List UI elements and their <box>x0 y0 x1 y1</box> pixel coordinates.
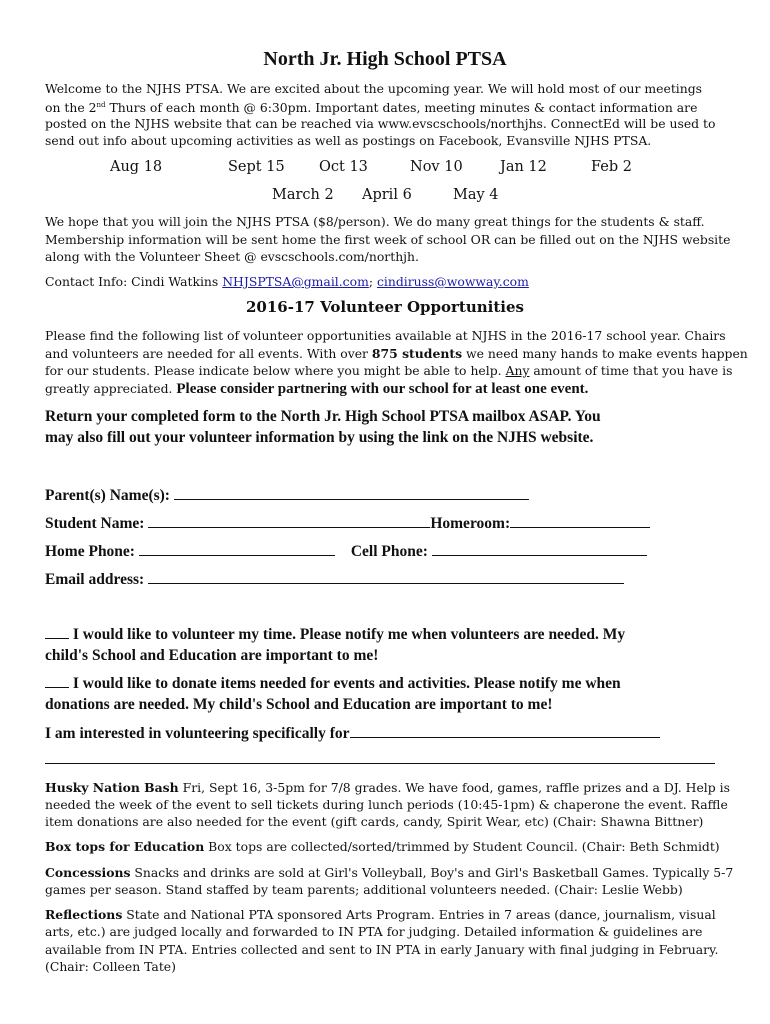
email-blank[interactable] <box>148 568 624 584</box>
contact-label: Contact Info: Cindi Watkins <box>45 274 223 289</box>
contact-info: Contact Info: Cindi Watkins NHJSPTSA@gmail.com; cindiruss@wowway.com <box>45 274 529 289</box>
meeting-date: Nov 10 <box>410 159 463 175</box>
opps-line: greatly appreciated. Please consider partnering with our school for at least one event. <box>45 381 589 397</box>
meeting-date: Oct 13 <box>319 159 368 175</box>
section-subtitle: 2016-17 Volunteer Opportunities <box>246 298 524 316</box>
event-name: Concessions <box>45 865 131 880</box>
event-item-line: needed the week of the event to sell tickets during lunch periods (10:45-1pm) & chaperone the event. Raffle <box>45 797 728 812</box>
phone-fields[interactable]: Home Phone: Cell Phone: <box>45 540 647 561</box>
return-instructions: Return your completed form to the North Jr. High School PTSA mailbox ASAP. You <box>45 408 601 425</box>
contact-email-link[interactable]: NHJSPTSA@gmail.com <box>222 274 369 289</box>
event-name: Husky Nation Bash <box>45 780 179 795</box>
join-line: We hope that you will join the NJHS PTSA ($8/person). We do many great things for the students & staff. <box>45 214 705 229</box>
event-item-line: item donations are also needed for the event (gift cards, candy, Spirit Wear, etc) (Chair: Shawna Bittner) <box>45 814 704 829</box>
intro-line: Welcome to the NJHS PTSA. We are excited about the upcoming year. We will hold most of our meetings <box>45 81 703 96</box>
event-item-line: arts, etc.) are judged locally and forwarded to IN PTA for judging. Detailed information & guidelines are <box>45 924 703 939</box>
student-name-blank[interactable] <box>148 512 430 528</box>
email-field[interactable]: Email address: <box>45 568 624 589</box>
page-title: North Jr. High School PTSA <box>263 48 507 70</box>
event-item: Concessions Snacks and drinks are sold at Girl's Volleyball, Boy's and Girl's Basketball Games. Typically 5-7 <box>45 865 734 880</box>
contact-email-link[interactable]: cindiruss@wowway.com <box>376 274 529 289</box>
meeting-date: Feb 2 <box>591 159 632 175</box>
intro-line: send out info about upcoming activities as well as postings on Facebook, Evansville NJHS PTSA. <box>45 133 652 148</box>
meeting-date: April 6 <box>362 187 412 203</box>
volunteer-time-checkbox[interactable] <box>45 624 69 639</box>
intro-line: on the 2nd Thurs of each month @ 6:30pm. Important dates, meeting minutes & contact information are <box>45 100 698 116</box>
intro-line: posted on the NJHS website that can be reached via www.evscschools/northjhs. ConnectEd will be used to <box>45 116 716 131</box>
parent-name-blank[interactable] <box>174 484 529 500</box>
meeting-date: Aug 18 <box>110 159 163 175</box>
event-name: Box tops for Education <box>45 839 205 854</box>
interest-blank-line[interactable] <box>45 763 715 764</box>
opps-line: Please find the following list of volunteer opportunities available at NJHS in the 2016-17 school year. Chairs <box>45 328 726 343</box>
interest-field[interactable]: I am interested in volunteering specifically for <box>45 722 660 744</box>
event-item: Reflections State and National PTA sponsored Arts Program. Entries in 7 areas (dance, journalism, visual <box>45 907 716 922</box>
volunteer-time-text: child's School and Education are important to me! <box>45 647 379 664</box>
meeting-date: Sept 15 <box>228 159 285 175</box>
join-line: Membership information will be sent home the first week of school OR can be filled out on the NJHS website <box>45 232 731 247</box>
join-line: along with the Volunteer Sheet @ evscschools.com/northjh. <box>45 249 419 264</box>
meeting-date: March 2 <box>272 187 334 203</box>
opps-line: for our students. Please indicate below where you might be able to help. Any amount of time that you have is <box>45 363 733 378</box>
opps-line: and volunteers are needed for all events. With over 875 students we need many hands to make events happen <box>45 346 748 361</box>
volunteer-time-option[interactable]: I would like to volunteer my time. Please notify me when volunteers are needed. My <box>45 624 625 645</box>
meeting-date: Jan 12 <box>500 159 547 175</box>
home-phone-blank[interactable] <box>139 540 335 556</box>
cell-phone-blank[interactable] <box>432 540 647 556</box>
donate-items-checkbox[interactable] <box>45 673 69 688</box>
donate-items-option[interactable]: I would like to donate items needed for events and activities. Please notify me when <box>45 673 621 694</box>
event-name: Reflections <box>45 907 123 922</box>
homeroom-blank[interactable] <box>510 512 650 528</box>
event-item-line: available from IN PTA. Entries collected and sent to IN PTA in early January with final judging in February. <box>45 942 719 957</box>
event-item-line: games per season. Stand staffed by team parents; additional volunteers needed. (Chair: Leslie Webb) <box>45 882 683 897</box>
event-item-line: (Chair: Colleen Tate) <box>45 959 176 974</box>
donate-items-text: donations are needed. My child's School and Education are important to me! <box>45 696 553 713</box>
student-name-field[interactable]: Student Name: Homeroom: <box>45 512 650 533</box>
interest-blank[interactable] <box>350 722 660 738</box>
parent-name-field[interactable]: Parent(s) Name(s): <box>45 484 529 505</box>
event-item: Box tops for Education Box tops are collected/sorted/trimmed by Student Council. (Chair: Beth Schmidt) <box>45 839 720 854</box>
meeting-date: May 4 <box>453 187 499 203</box>
return-instructions: may also fill out your volunteer information by using the link on the NJHS website. <box>45 429 594 446</box>
event-item: Husky Nation Bash Fri, Sept 16, 3-5pm for 7/8 grades. We have food, games, raffle prizes and a DJ. Help is <box>45 780 730 795</box>
